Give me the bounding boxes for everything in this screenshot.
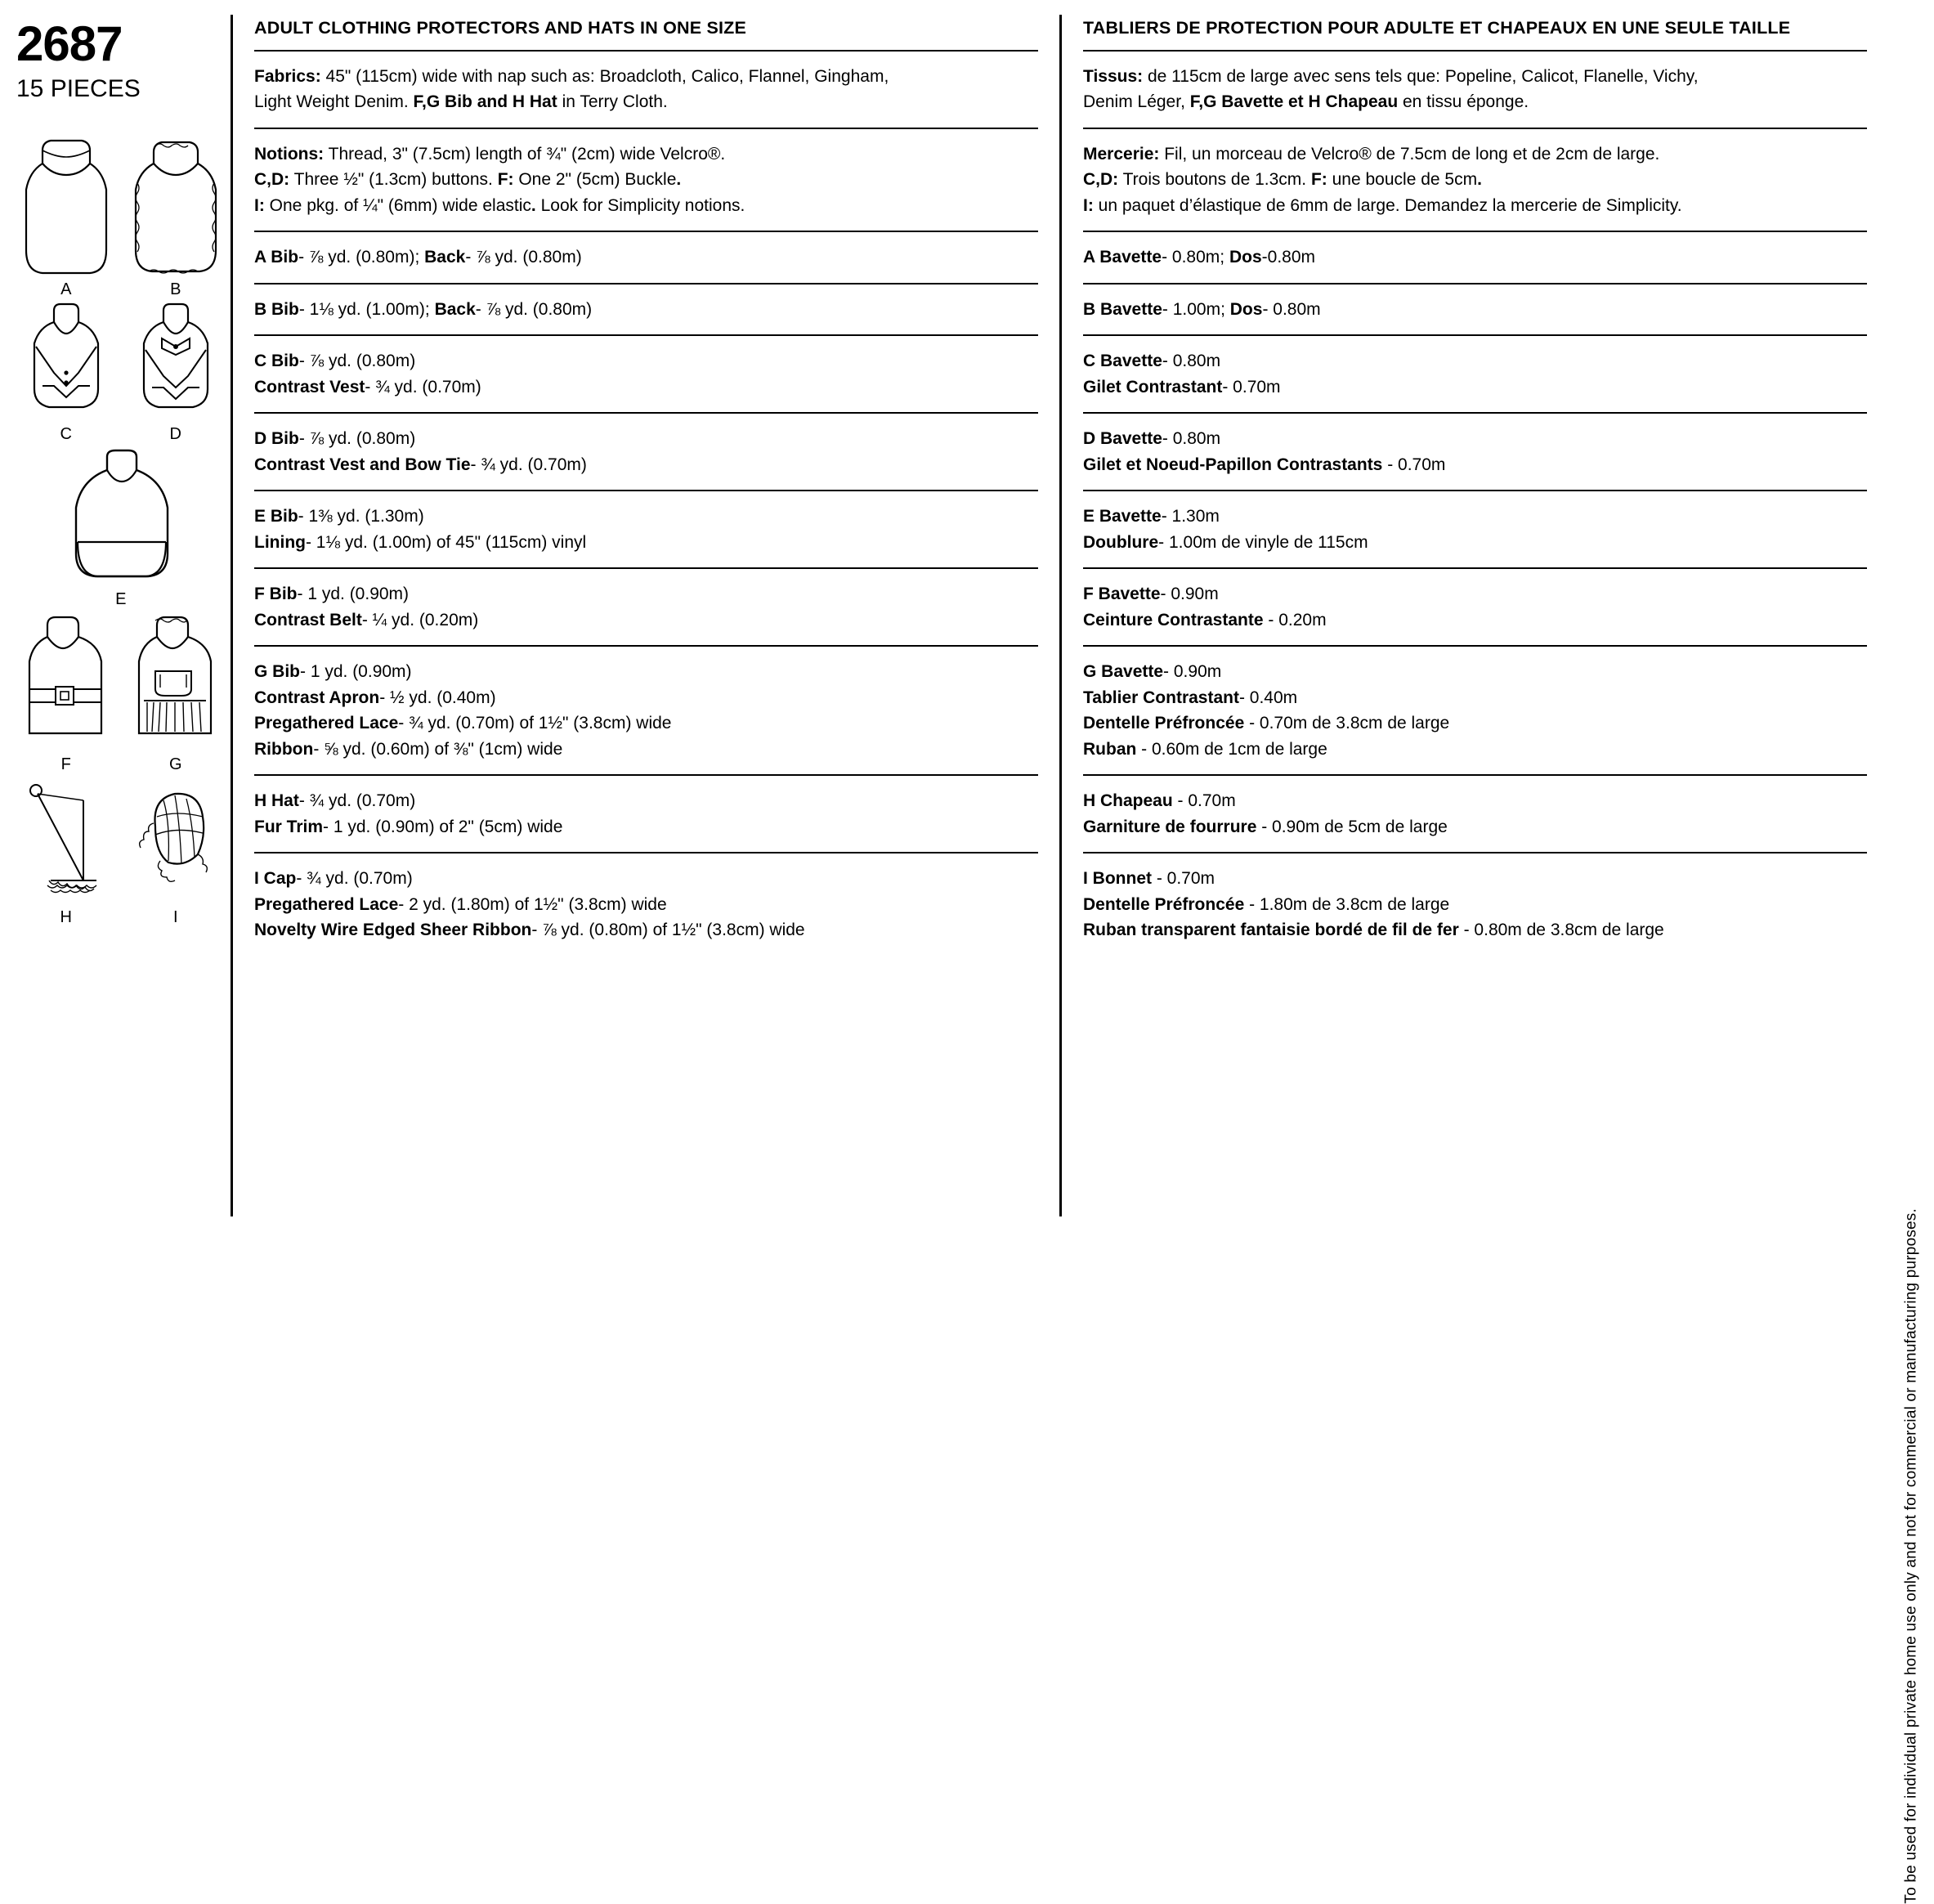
requirement-line [1083,452,1867,478]
requirement-line [1083,504,1867,530]
view-d [128,301,224,444]
requirement-label: G Bavette [1083,662,1164,682]
requirement-value: - 0.80m [1262,299,1321,319]
requirement-line [1083,659,1867,685]
requirement-value: Look for Simplicity notions. [535,195,745,215]
requirement-line [1083,426,1867,452]
requirement-value: - ¾ yd. (0.70m) [470,455,587,474]
requirement-label: Notions: [254,144,325,164]
requirement-label: C,D: [1083,170,1119,190]
view-label-g: G [168,755,183,773]
requirement-line [254,374,1038,401]
requirement-line [1083,866,1867,892]
requirement-value: - 1⅜ yd. (1.30m) [298,507,424,526]
requirement-line [254,426,1038,452]
requirement-block [254,414,1038,490]
requirement-line [254,244,1038,271]
requirement-value: - ¾ yd. (0.70m) [296,869,413,889]
requirement-line [254,607,1038,634]
requirement-value: -0.80m [1261,248,1316,267]
view-b [128,136,224,299]
requirement-line [254,917,1038,943]
requirement-block [1083,569,1867,645]
hat-h-icon [18,776,114,907]
requirement-block [1083,491,1867,567]
french-title: TABLIERS DE PROTECTION POUR ADULTE ET CHAPEAUX EN UNE SEULE TAILLE [1083,18,1791,38]
requirement-label: Back [424,248,466,267]
requirement-line [1083,917,1867,943]
requirement-line [1083,607,1867,634]
requirement-value: - 1.00m de vinyle de 115cm [1158,532,1368,552]
requirement-value: - 0.80m [1162,352,1221,371]
requirement-label: I Cap [254,869,297,889]
requirement-label: Back [434,299,476,319]
requirement-line [254,64,1038,90]
requirement-label: H Chapeau [1083,791,1173,811]
requirement-value: - 0.20m [1263,610,1327,629]
requirement-value: - 2 yd. (1.80m) of 1½" (3.8cm) wide [398,894,667,914]
view-a [18,136,114,299]
pattern-piece-count: 15 PIECES [16,75,141,102]
requirement-label: H Hat [254,791,299,811]
requirement-line [254,659,1038,685]
requirement-label: F,G Bavette et H Chapeau [1189,92,1399,112]
requirement-value: - ¾ yd. (0.70m) [365,377,481,396]
requirement-value: - 0.60m de 1cm de large [1136,739,1327,759]
bib-c-vest-icon [18,301,114,423]
requirement-block [1083,284,1867,335]
requirement-value: in Terry Cloth. [557,92,668,112]
requirement-label: F: [1310,170,1327,190]
requirement-line [1083,710,1867,737]
cap-i-icon [128,776,224,907]
requirement-value: - 0.90m de 5cm de large [1256,817,1448,836]
view-row-hi [11,776,231,927]
requirement-value: - ⅞ yd. (0.80m) [298,429,416,449]
requirement-label: I: [1083,195,1094,215]
requirement-line [254,892,1038,918]
requirement-label: Ribbon [254,739,314,759]
requirement-value: - 1.80m de 3.8cm de large [1244,894,1450,914]
requirement-value: - 0.90m [1160,585,1219,604]
requirement-line [254,581,1038,607]
requirement-value: - 0.90m [1163,662,1222,682]
bib-b-icon [128,136,224,279]
requirement-line [254,141,1038,168]
requirement-line [1083,89,1867,115]
requirement-label: Ceinture Contrastante [1083,610,1264,629]
view-label-i: I [172,908,179,926]
requirement-value: - 1 yd. (0.90m) [297,585,410,604]
requirement-block [1083,414,1867,490]
view-g [128,611,224,774]
requirement-value: en tissu éponge. [1398,92,1529,112]
requirement-label: Gilet et Noeud-Papillon Contrastants [1083,455,1383,474]
requirement-value: - 0.70m [1382,455,1446,474]
requirement-label: B Bib [254,299,299,319]
french-column [1062,15,1888,1216]
requirement-line [254,89,1038,115]
view-illustrations [11,136,231,927]
requirement-label: Ruban transparent fantaisie bordé de fil de fer [1083,921,1459,940]
view-f [18,611,114,774]
requirement-value: une boucle de 5cm [1327,170,1478,190]
view-label-f: F [60,755,72,773]
requirement-label: Dos [1229,248,1262,267]
requirement-block [254,52,1038,128]
requirement-line [1083,64,1867,90]
requirement-block [254,232,1038,283]
requirement-value: - ⅞ yd. (0.80m); [298,248,425,267]
requirement-block [1083,52,1867,128]
bib-g-apron-icon [128,611,224,754]
requirement-label: Novelty Wire Edged Sheer Ribbon [254,921,532,940]
requirement-block [1083,776,1867,852]
requirement-label: F Bib [254,585,298,604]
requirement-label: . [1477,170,1482,190]
requirement-label: Dentelle Préfroncée [1083,714,1245,733]
requirement-label: Contrast Vest and Bow Tie [254,455,471,474]
requirement-label: Contrast Vest [254,377,365,396]
requirement-block [254,776,1038,852]
requirement-label: Garniture de fourrure [1083,817,1257,836]
requirement-line [254,866,1038,892]
requirement-block [254,129,1038,231]
requirement-value: - 0.70m [1152,869,1215,889]
requirement-value: - 0.80m; [1162,248,1229,267]
requirement-line [1083,814,1867,840]
bib-a-icon [18,136,114,279]
view-e [60,446,182,609]
requirement-value: - 0.80m de 3.8cm de large [1458,921,1664,940]
requirement-label: Ruban [1083,739,1137,759]
requirement-label: Pregathered Lace [254,894,399,914]
requirement-value: One 2" (5cm) Buckle [513,170,677,190]
requirement-block [254,853,1038,956]
requirement-value: de 115cm de large avec sens tels que: Popeline, Calicot, Flanelle, Vichy, [1143,66,1699,86]
view-label-b: B [170,280,181,298]
requirement-block [1083,647,1867,774]
requirement-value: - ⅞ yd. (0.80m) [475,299,593,319]
requirement-line [1083,348,1867,374]
requirement-value: - 1 yd. (0.90m) of 2" (5cm) wide [323,817,563,836]
requirement-line [1083,193,1867,219]
requirement-line [254,685,1038,711]
requirement-block [254,491,1038,567]
english-column [233,15,1059,1216]
requirement-value: - ¼ yd. (0.20m) [361,610,479,629]
requirement-value: - 0.70m [1172,791,1236,811]
requirement-value: - ⅝ yd. (0.60m) of ⅜" (1cm) wide [313,739,563,759]
requirement-block [1083,336,1867,412]
requirement-line [254,530,1038,556]
view-row-cd [11,301,231,444]
requirement-label: Contrast Apron [254,688,380,707]
requirement-value: - ⅞ yd. (0.80m) [298,352,416,371]
requirement-value: - ⅞ yd. (0.80m) [465,248,582,267]
requirement-line [1083,685,1867,711]
requirement-line [254,737,1038,763]
view-label-c: C [60,425,73,443]
requirement-line [254,710,1038,737]
requirement-block [254,569,1038,645]
requirement-label: F: [497,170,514,190]
requirement-value: Trois boutons de 1.3cm. [1118,170,1311,190]
requirement-line [1083,244,1867,271]
requirement-line [1083,374,1867,401]
requirement-line [1083,737,1867,763]
requirement-label: C,D: [254,170,290,190]
illustration-column [0,15,231,1216]
requirement-label: A Bavette [1083,248,1162,267]
requirement-label: D Bib [254,429,299,449]
requirement-label: . [531,195,536,215]
requirement-block [1083,232,1867,283]
requirement-block [254,284,1038,335]
view-h [18,776,114,927]
requirement-label: Pregathered Lace [254,714,399,733]
view-row-ab [11,136,231,299]
bib-e-icon [60,446,182,589]
requirement-label: Dos [1229,299,1263,319]
bib-f-belt-icon [18,611,114,754]
requirement-line [254,193,1038,219]
requirement-label: Tablier Contrastant [1083,688,1239,707]
requirement-line [254,167,1038,193]
english-title: ADULT CLOTHING PROTECTORS AND HATS IN ONE SIZE [254,18,747,38]
requirement-value: - 1.30m [1161,507,1220,526]
requirement-label: F Bavette [1083,585,1161,604]
requirement-line [254,452,1038,478]
requirement-label: F,G Bib and H Hat [413,92,557,112]
requirement-label: Fur Trim [254,817,324,836]
requirement-label: C Bib [254,352,299,371]
requirement-label: Doublure [1083,532,1159,552]
requirement-line [254,788,1038,814]
bib-d-bowtie-icon [128,301,224,423]
requirement-line [254,297,1038,323]
requirement-value: - 1 yd. (0.90m) [300,662,412,682]
requirement-label: D Bavette [1083,429,1162,449]
requirement-label: Contrast Belt [254,610,362,629]
requirement-value: - 1⅛ yd. (1.00m) of 45" (115cm) vinyl [305,532,587,552]
copyright-column [1888,15,1934,1904]
requirement-label: E Bavette [1083,507,1162,526]
requirement-value: 45" (115cm) wide with nap such as: Broadcloth, Calico, Flannel, Gingham, [320,66,889,86]
requirement-label: B Bavette [1083,299,1162,319]
view-label-e: E [115,590,127,608]
copyright-notice: To be used for individual private home use only and not for commercial or manufacturing purposes. [1903,1208,1920,1904]
requirement-line [1083,530,1867,556]
requirement-label: Fabrics: [254,66,321,86]
view-label-h: H [60,908,73,926]
requirement-value: - 0.40m [1238,688,1298,707]
requirement-value: - 0.70m de 3.8cm de large [1244,714,1450,733]
requirement-label: Mercerie: [1083,144,1160,164]
view-row-fg [11,611,231,774]
requirement-value: Light Weight Denim. [254,92,414,112]
requirement-value: - 1.00m; [1162,299,1230,319]
requirement-label: C Bavette [1083,352,1162,371]
requirement-line [1083,141,1867,168]
requirement-line [254,504,1038,530]
requirement-label: Lining [254,532,306,552]
requirement-label: Gilet Contrastant [1083,377,1223,396]
requirement-line [1083,581,1867,607]
view-c [18,301,114,444]
requirement-block [254,336,1038,412]
requirement-value: - ½ yd. (0.40m) [379,688,496,707]
requirement-label: . [676,170,682,190]
requirement-line [1083,297,1867,323]
requirement-line [254,348,1038,374]
pattern-number: 2687 [16,16,123,71]
requirement-label: Tissus: [1083,66,1144,86]
requirement-label: I Bonnet [1083,869,1152,889]
requirement-value: Denim Léger, [1083,92,1190,112]
requirement-value: Three ½" (1.3cm) buttons. [289,170,498,190]
requirement-value: One pkg. of ¼" (6mm) wide elastic [264,195,531,215]
requirement-value: Thread, 3" (7.5cm) length of ¾" (2cm) wide Velcro®. [324,144,726,164]
view-row-e [11,446,231,609]
requirement-block [1083,129,1867,231]
requirement-label: E Bib [254,507,298,526]
view-i [128,776,224,927]
requirement-value: - 0.70m [1222,377,1281,396]
requirement-block [254,647,1038,774]
requirement-value: Fil, un morceau de Velcro® de 7.5cm de long et de 2cm de large. [1159,144,1660,164]
requirement-value: - ⅞ yd. (0.80m) of 1½" (3.8cm) wide [531,921,805,940]
requirement-line [1083,892,1867,918]
requirement-value: - ¾ yd. (0.70m) of 1½" (3.8cm) wide [398,714,672,733]
requirement-value: un paquet d’élastique de 6mm de large. Demandez la mercerie de Simplicity. [1093,195,1682,215]
requirement-label: A Bib [254,248,299,267]
requirement-label: G Bib [254,662,300,682]
view-label-a: A [60,280,72,298]
requirement-value: - 0.80m [1162,429,1221,449]
requirement-block [1083,853,1867,956]
requirement-line [254,814,1038,840]
requirement-value: - ¾ yd. (0.70m) [298,791,416,811]
view-label-d: D [169,425,182,443]
requirement-line [1083,788,1867,814]
requirement-value: - 1⅛ yd. (1.00m); [298,299,435,319]
requirement-line [1083,167,1867,193]
requirement-label: Dentelle Préfroncée [1083,894,1245,914]
requirement-label: I: [254,195,265,215]
